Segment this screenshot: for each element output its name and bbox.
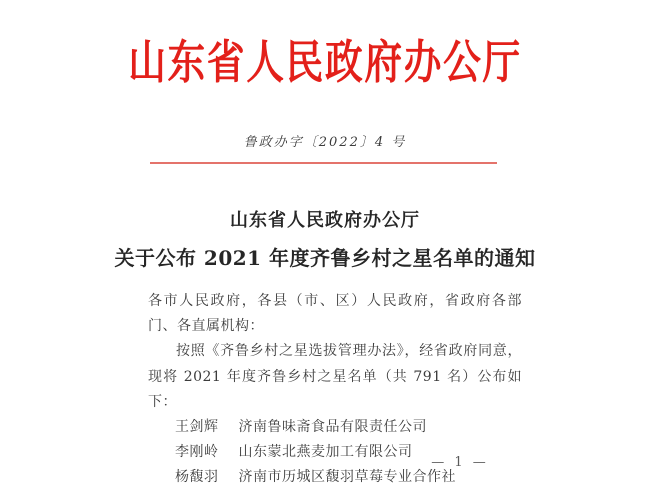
list-item [148, 415, 522, 440]
notice-title [0, 206, 650, 271]
organization-name: 济南市历城区馥羽草莓专业合作社 [238, 469, 456, 486]
award-list [148, 415, 522, 491]
page-number: — 1 — [431, 455, 489, 470]
notice-title-line1: 山东省人民政府办公厅 [230, 210, 420, 231]
organization-name: 济南鲁味斋食品有限责任公司 [238, 419, 427, 436]
header-divider-line [150, 162, 497, 164]
salutation-paragraph: 各市人民政府，各县（市、区）人民政府，省政府各部门、各直属机构： [148, 293, 522, 335]
person-name: 杨馥羽 [175, 469, 219, 486]
notice-title-line2: 关于公布 2021 年度齐鲁乡村之星名单的通知 [114, 246, 536, 270]
organization-name: 山东蒙北燕麦加工有限公司 [238, 444, 413, 461]
person-name: 王剑辉 [175, 419, 219, 436]
document-reference-number: 鲁政办字〔2022〕4 号 [243, 135, 407, 150]
document-header-title: 山东省人民政府办公厅 [128, 35, 522, 89]
person-name: 李刚岭 [175, 444, 219, 461]
intro-paragraph: 按照《齐鲁乡村之星选拔管理办法》，经省政府同意，现将 2021 年度齐鲁乡村之星名单（共 791 名）公布如下： [148, 343, 522, 410]
